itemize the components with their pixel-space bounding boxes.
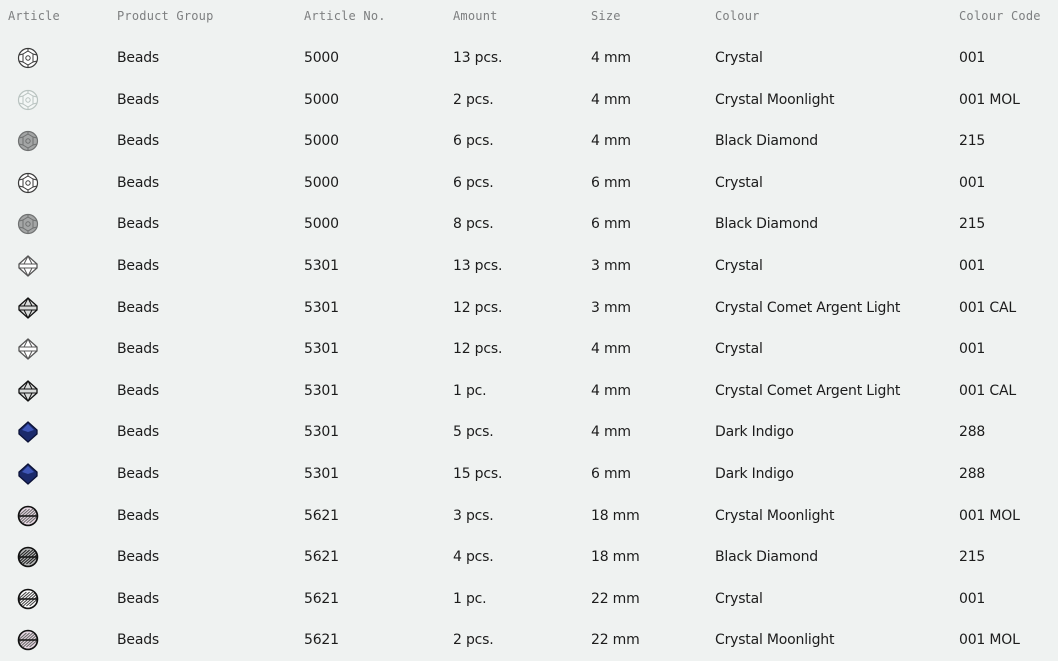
product-group-cell: Beads xyxy=(117,133,159,150)
colour-cell: Crystal xyxy=(715,258,763,274)
article-no-cell: 5000 xyxy=(304,133,339,150)
article-no-cell: 5621 xyxy=(304,507,339,524)
colour-cell: Crystal Moonlight xyxy=(715,632,835,649)
colour-cell: Crystal xyxy=(715,341,763,358)
colour-cell: Black Diamond xyxy=(715,549,818,566)
table-row xyxy=(0,287,1058,329)
colour-code-cell: 215 xyxy=(959,549,986,566)
bead-round-moonlight-icon xyxy=(17,89,39,111)
size-cell: 4 mm xyxy=(591,50,631,66)
product-group-cell: Beads xyxy=(117,174,159,191)
colour-code-cell: 001 xyxy=(959,341,986,358)
table-row xyxy=(0,203,1058,245)
article-no-cell: 5621 xyxy=(304,632,339,649)
size-cell: 3 mm xyxy=(591,299,631,316)
article-no-cell: 5000 xyxy=(304,174,339,191)
table-row xyxy=(0,495,1058,537)
amount-cell: 1 pc. xyxy=(453,590,487,607)
table-row xyxy=(0,245,1058,287)
article-no-cell: 5000 xyxy=(304,91,339,108)
product-group-cell: Beads xyxy=(117,466,159,482)
amount-cell: 4 pcs. xyxy=(453,549,494,566)
size-cell: 4 mm xyxy=(591,133,631,150)
article-no-cell: 5301 xyxy=(304,424,339,441)
table-row xyxy=(0,79,1058,121)
size-cell: 22 mm xyxy=(591,590,640,607)
table-header xyxy=(0,9,1058,29)
article-no-cell: 5000 xyxy=(304,50,339,66)
table-row xyxy=(0,578,1058,620)
colour-cell: Black Diamond xyxy=(715,216,818,233)
bicone-crystal-icon xyxy=(17,255,39,277)
table-row xyxy=(0,162,1058,204)
size-cell: 6 mm xyxy=(591,174,631,191)
article-no-cell: 5301 xyxy=(304,382,339,399)
helix-bead-moonlight-icon xyxy=(17,505,39,527)
bicone-dark-indigo-icon xyxy=(17,463,39,485)
colour-code-cell: 001 CAL xyxy=(959,382,1016,399)
product-group-cell: Beads xyxy=(117,258,159,274)
bicone-comet-argent-icon xyxy=(17,380,39,402)
amount-cell: 6 pcs. xyxy=(453,174,494,191)
bicone-crystal-icon xyxy=(17,338,39,360)
product-group-cell: Beads xyxy=(117,216,159,233)
colour-code-cell: 001 CAL xyxy=(959,299,1016,316)
size-cell: 4 mm xyxy=(591,382,631,399)
table-row xyxy=(0,120,1058,162)
bead-round-crystal-icon xyxy=(17,172,39,194)
article-no-cell: 5621 xyxy=(304,549,339,566)
colour-code-cell: 215 xyxy=(959,133,986,150)
colour-code-cell: 001 MOL xyxy=(959,632,1020,649)
colour-code-cell: 001 xyxy=(959,258,986,274)
helix-bead-crystal-icon xyxy=(17,588,39,610)
header-colour: Colour xyxy=(715,9,760,23)
amount-cell: 3 pcs. xyxy=(453,507,494,524)
size-cell: 18 mm xyxy=(591,549,640,566)
amount-cell: 13 pcs. xyxy=(453,258,503,274)
header-amount: Amount xyxy=(453,9,498,23)
product-group-cell: Beads xyxy=(117,50,159,66)
colour-code-cell: 001 xyxy=(959,50,986,66)
colour-code-cell: 215 xyxy=(959,216,986,233)
product-group-cell: Beads xyxy=(117,341,159,358)
table-row xyxy=(0,411,1058,453)
colour-cell: Black Diamond xyxy=(715,133,818,150)
colour-cell: Crystal Comet Argent Light xyxy=(715,299,901,316)
bead-round-crystal-icon xyxy=(17,47,39,69)
size-cell: 6 mm xyxy=(591,216,631,233)
colour-code-cell: 001 MOL xyxy=(959,91,1020,108)
product-group-cell: Beads xyxy=(117,424,159,441)
table-row xyxy=(0,536,1058,578)
colour-code-cell: 288 xyxy=(959,466,986,482)
colour-cell: Crystal Comet Argent Light xyxy=(715,382,901,399)
size-cell: 4 mm xyxy=(591,341,631,358)
colour-code-cell: 001 xyxy=(959,590,986,607)
header-colour-code: Colour Code xyxy=(959,9,1041,23)
article-no-cell: 5000 xyxy=(304,216,339,233)
helix-bead-black-diamond-icon xyxy=(17,546,39,568)
colour-code-cell: 001 xyxy=(959,174,986,191)
bead-round-black-diamond-icon xyxy=(17,213,39,235)
article-no-cell: 5301 xyxy=(304,299,339,316)
amount-cell: 12 pcs. xyxy=(453,341,503,358)
size-cell: 4 mm xyxy=(591,424,631,441)
product-group-cell: Beads xyxy=(117,549,159,566)
amount-cell: 1 pc. xyxy=(453,382,487,399)
product-group-cell: Beads xyxy=(117,299,159,316)
product-group-cell: Beads xyxy=(117,91,159,108)
product-group-cell: Beads xyxy=(117,632,159,649)
amount-cell: 13 pcs. xyxy=(453,50,503,66)
amount-cell: 2 pcs. xyxy=(453,91,494,108)
article-no-cell: 5301 xyxy=(304,466,339,482)
bead-round-black-diamond-icon xyxy=(17,130,39,152)
colour-cell: Crystal Moonlight xyxy=(715,91,835,108)
colour-cell: Dark Indigo xyxy=(715,466,794,482)
bicone-dark-indigo-icon xyxy=(17,421,39,443)
colour-cell: Crystal xyxy=(715,590,763,607)
table-row xyxy=(0,619,1058,661)
bicone-comet-argent-icon xyxy=(17,297,39,319)
colour-cell: Dark Indigo xyxy=(715,424,794,441)
article-no-cell: 5301 xyxy=(304,341,339,358)
table-row xyxy=(0,37,1058,79)
article-no-cell: 5301 xyxy=(304,258,339,274)
product-group-cell: Beads xyxy=(117,590,159,607)
colour-cell: Crystal Moonlight xyxy=(715,507,835,524)
size-cell: 4 mm xyxy=(591,91,631,108)
product-group-cell: Beads xyxy=(117,507,159,524)
amount-cell: 12 pcs. xyxy=(453,299,503,316)
table-row xyxy=(0,370,1058,412)
amount-cell: 15 pcs. xyxy=(453,466,503,482)
header-product-group: Product Group xyxy=(117,9,214,23)
amount-cell: 6 pcs. xyxy=(453,133,494,150)
size-cell: 6 mm xyxy=(591,466,631,482)
colour-cell: Crystal xyxy=(715,50,763,66)
amount-cell: 8 pcs. xyxy=(453,216,494,233)
colour-cell: Crystal xyxy=(715,174,763,191)
size-cell: 22 mm xyxy=(591,632,640,649)
amount-cell: 2 pcs. xyxy=(453,632,494,649)
size-cell: 18 mm xyxy=(591,507,640,524)
colour-code-cell: 001 MOL xyxy=(959,507,1020,524)
size-cell: 3 mm xyxy=(591,258,631,274)
header-article-no: Article No. xyxy=(304,9,386,23)
header-size: Size xyxy=(591,9,621,23)
table-row xyxy=(0,328,1058,370)
header-article: Article xyxy=(8,9,60,23)
product-group-cell: Beads xyxy=(117,382,159,399)
helix-bead-moonlight-icon xyxy=(17,629,39,651)
amount-cell: 5 pcs. xyxy=(453,424,494,441)
article-no-cell: 5621 xyxy=(304,590,339,607)
table-row xyxy=(0,453,1058,495)
colour-code-cell: 288 xyxy=(959,424,986,441)
